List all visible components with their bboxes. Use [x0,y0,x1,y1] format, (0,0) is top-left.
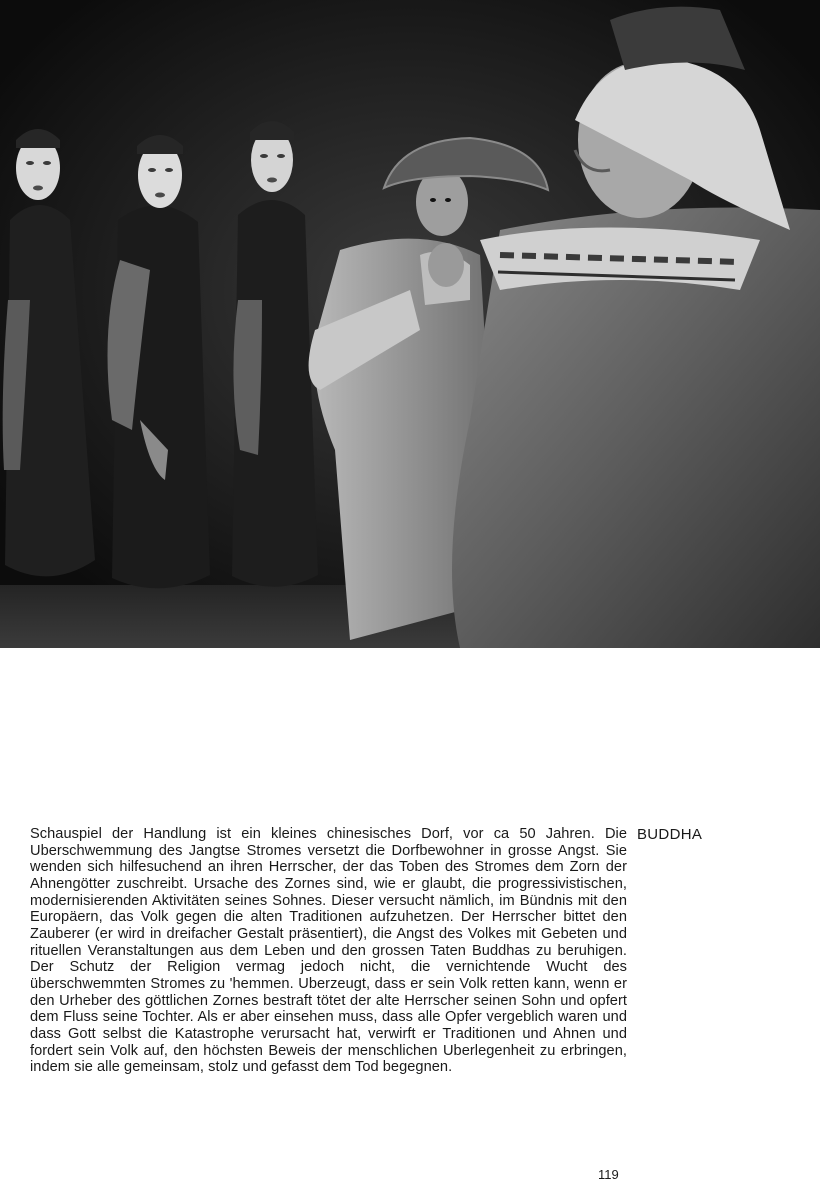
side-label-buddha: BUDDHA [637,826,703,843]
article-body-text: Schauspiel der Handlung ist ein kleines chinesisches Dorf, vor ca 50 Jahren. Die Uberschwemmung des Jangtse Stromes versetzt die Dorfbewohner in grosse Angst. Sie wenden sich hilfesuchend an ihren Herrscher, der das Toben des Stromes dem Zorn der Ahnengötter zuschreibt. Ursache des Zornes sind, wie er glaubt, die progressivistischen, modernisierenden Aktivitäten seines Sohnes. Dieser versucht nämlich, im Bündnis mit den Europäern, das Volk gegen die alten Traditionen aufzuhetzen. Der Herrscher bittet den Zauberer (er wird in dreifacher Gestalt präsentiert), die Angst des Volkes mit Gebeten und rituellen Veranstaltungen aus dem Leben und den grossen Taten Buddhas zu beruhigen. Der Schutz der Religion vermag jedoch nicht, die vernichtende Wucht des überschwemmten Stromes zu 'hemmen. Uberzeugt, dass er sein Volk retten kann, wenn er den Urheber des göttlichen Zornes bestraft tötet der alte Herrscher seinen Sohn und opfert dem Fluss seine Tochter. Als er aber einsehen muss, dass alle Opfer vergeblich waren und dass Gott selbst die Katastrophe verursacht hat, verwirft er Traditionen und Ahnen und fordert sein Volk auf, den höchsten Beweis der menschlichen Uberlegenheit zu erbringen, indem sie alle gemeinsam, stolz und gefasst dem Tod begegnen. [30,826,627,1076]
page-number: 119 [598,1167,619,1182]
